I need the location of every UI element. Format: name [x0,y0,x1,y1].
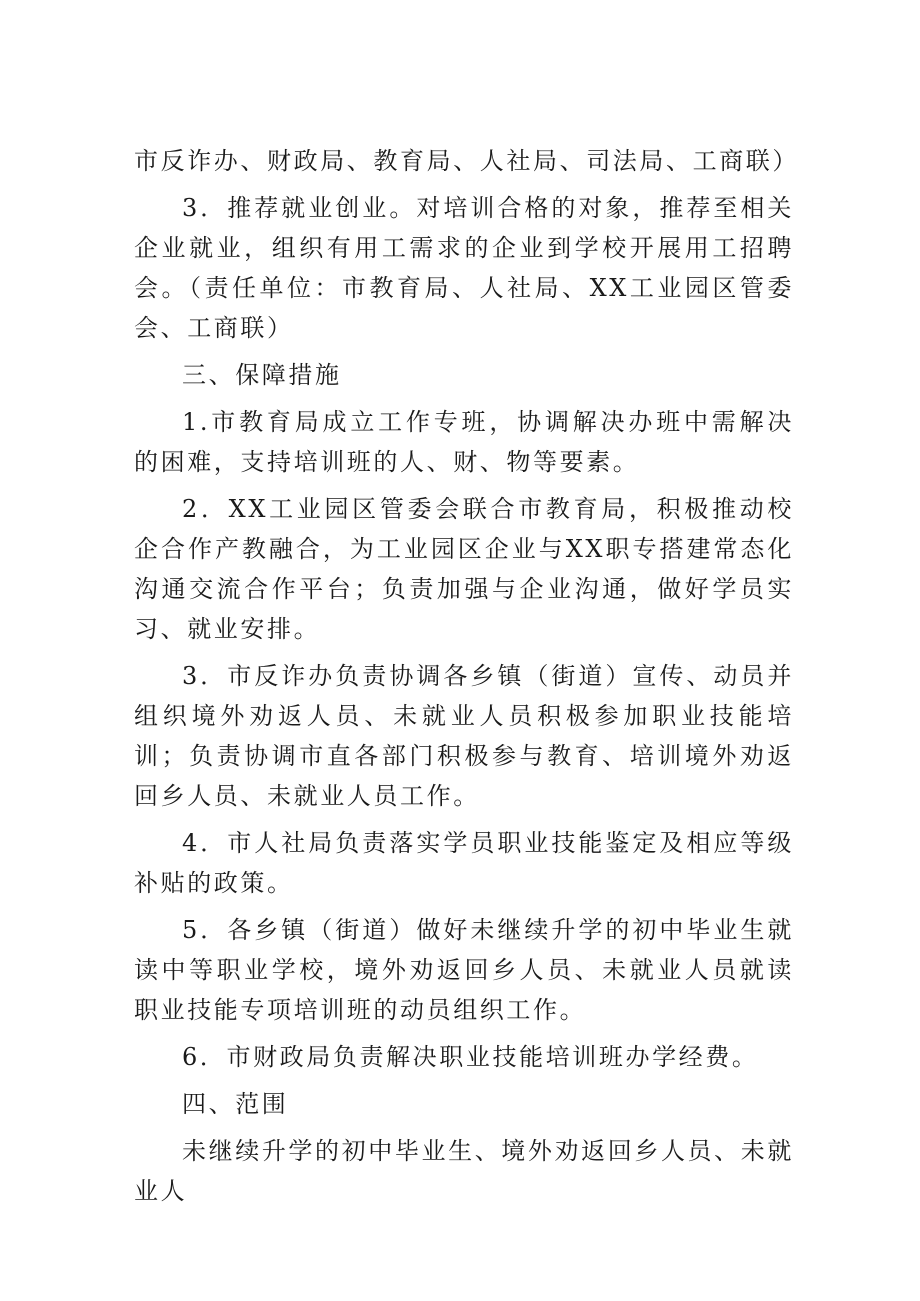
section-heading-safeguards: 三、保障措施 [182,361,342,389]
paragraph-responsible-units-continued: 市反诈办、财政局、教育局、人社局、司法局、工商联） [134,147,799,175]
document-body [134,141,799,1218]
paragraph-safeguard-4: 4．市人社局负责落实学员职业技能鉴定及相应等级补贴的政策。 [134,829,794,897]
paragraph-safeguard-6: 6．市财政局负责解决职业技能培训班办学经费。 [182,1043,759,1071]
paragraph-safeguard-5: 5．各乡镇（街道）做好未继续升学的初中毕业生就读中等职业学校，境外劝返回乡人员、未就业人员就读职业技能专项培训班的动员组织工作。 [134,916,794,1024]
section-heading-scope: 四、范围 [182,1090,289,1118]
paragraph-safeguard-1: 1.市教育局成立工作专班，协调解决办班中需解决的困难，支持培训班的人、财、物等要素。 [134,408,794,476]
paragraph-safeguard-2: 2．XX工业园区管委会联合市教育局，积极推动校企合作产教融合，为工业园区企业与XX职专搭建常态化沟通交流合作平台；负责加强与企业沟通，做好学员实习、就业安排。 [134,495,794,643]
paragraph-employment-recommendation: 3．推荐就业创业。对培训合格的对象，推荐至相关企业就业，组织有用工需求的企业到学校开展用工招聘会。（责任单位：市教育局、人社局、XX工业园区管委会、工商联） [134,194,794,342]
paragraph-safeguard-3: 3．市反诈办负责协调各乡镇（街道）宣传、动员并组织境外劝返人员、未就业人员积极参加职业技能培训；负责协调市直各部门积极参与教育、培训境外劝返回乡人员、未就业人员工作。 [134,662,794,810]
paragraph-scope: 未继续升学的初中毕业生、境外劝返回乡人员、未就业人 [134,1137,794,1205]
